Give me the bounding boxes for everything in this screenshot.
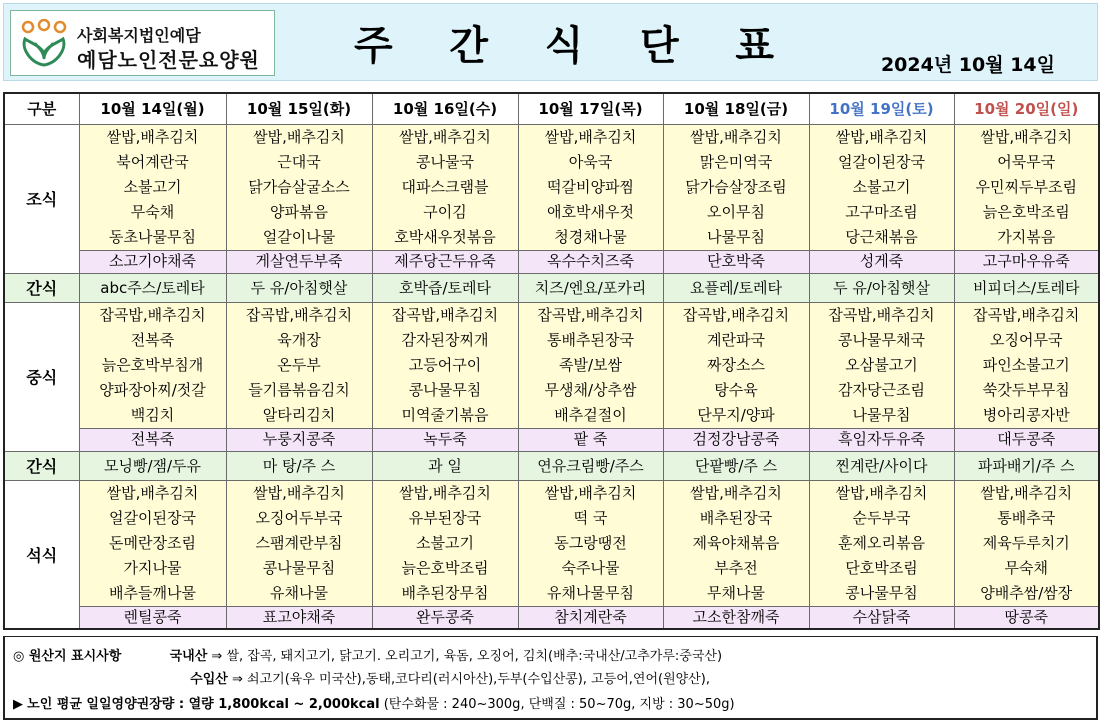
- leaf-heart-logo-icon: [17, 19, 71, 69]
- dish-item: 늙은호박조림: [401, 558, 489, 577]
- dish-item: 쌀밥,배추김치: [835, 483, 928, 502]
- dish-item: 쑥갓두부무침: [982, 380, 1070, 399]
- origin-import-line: [13, 668, 710, 687]
- dish-item: 쌀밥,배추김치: [106, 483, 199, 502]
- dish-item: 얼갈이나물: [262, 227, 336, 246]
- porridge-item: 렌틸콩죽: [79, 606, 226, 629]
- dish-item: 당근채볶음: [845, 227, 918, 246]
- dish-item: 유채나물무침: [547, 583, 634, 602]
- porridge-item: 참치계란죽: [518, 606, 663, 629]
- arrow-icon: ⇒: [231, 672, 243, 687]
- title-char: 단: [639, 23, 679, 69]
- day-header-row: [4, 93, 1099, 124]
- dish-item: 오징어무국: [990, 330, 1063, 349]
- porridge-item: 단호박죽: [663, 250, 809, 273]
- dish-item: 고등어구이: [408, 355, 482, 374]
- dish-item: 동초나물무침: [109, 227, 196, 246]
- dish-item: 가지나물: [123, 558, 182, 577]
- meal-cell: [518, 124, 663, 250]
- day-header: 10월 16일(수): [372, 93, 518, 124]
- porridge-item: 수삼닭죽: [809, 606, 954, 629]
- dish-item: 유채나물: [270, 583, 328, 602]
- dish-item: 오징어두부국: [255, 508, 343, 527]
- nutrition-label: 노인 평균 일일영양권장량 : 열량 1,800kcal ~ 2,000kcal: [27, 697, 380, 712]
- arrow-icon: ⇒: [211, 649, 223, 664]
- meal-label: 조식: [4, 124, 79, 273]
- dish-item: 백김치: [130, 405, 175, 424]
- dish-item: 쌀밥,배추김치: [544, 483, 637, 502]
- dish-item: 얼갈이된장국: [838, 152, 925, 171]
- dish-item: 애호박새우젓: [547, 202, 634, 221]
- snack-label: 간식: [4, 273, 79, 302]
- triangle-bullet-icon: ▶: [13, 697, 23, 712]
- dish-item: 잡곡밥,배추김치: [99, 305, 206, 324]
- meal-cell: [518, 480, 663, 606]
- meal-cell: [372, 302, 518, 428]
- dish-item: 미역줄기볶음: [401, 405, 489, 424]
- meal-cell: [226, 124, 372, 250]
- title-char: 표: [735, 23, 774, 69]
- meal-row: [4, 124, 1099, 250]
- dish-item: 단무지/양파: [697, 405, 775, 424]
- dish-item: 제육두루치기: [982, 533, 1070, 552]
- porridge-item: 옥수수치즈죽: [518, 250, 663, 273]
- meal-cell: [663, 480, 809, 606]
- meal-cell: [663, 302, 809, 428]
- dish-item: 잡곡밥,배추김치: [682, 305, 790, 324]
- dish-item: 근대국: [277, 152, 321, 171]
- meal-cell: [372, 480, 518, 606]
- dish-item: 쌀밥,배추김치: [253, 483, 345, 502]
- dish-item: 늙은호박조림: [982, 202, 1070, 221]
- dish-item: 콩나물무침: [408, 380, 482, 399]
- menu-body: [4, 124, 1099, 629]
- dish-item: 북어계란국: [116, 152, 189, 171]
- dish-item: 쌀밥,배추김치: [544, 127, 637, 146]
- dish-item: 배추들깨나물: [109, 583, 196, 602]
- import-items: 쇠고기(육우 미국산),동태,코다리(러시아산),두부(수입산콩), 고등어,연어(원양산),: [247, 672, 710, 687]
- dish-item: 가지볶음: [997, 227, 1056, 246]
- corner-label: 구분: [4, 93, 79, 124]
- title-char: 식: [544, 23, 584, 69]
- dish-item: 쌀밥,배추김치: [835, 127, 928, 146]
- snack-item: 요플레/토레타: [663, 273, 809, 302]
- day-header: 10월 14일(월): [79, 93, 226, 124]
- dish-item: 배추겉절이: [554, 405, 627, 424]
- snack-item: 호박즙/토레타: [372, 273, 518, 302]
- dish-item: 나물무침: [707, 227, 765, 246]
- snack-item: 두 유/아침햇살: [226, 273, 372, 302]
- dish-item: 감자당근조림: [838, 380, 925, 399]
- dish-item: 아욱국: [568, 152, 613, 171]
- dish-item: 소불고기: [416, 533, 474, 552]
- dish-item: 동그랑땡전: [554, 533, 627, 552]
- dish-item: 쌀밥,배추김치: [690, 127, 782, 146]
- dish-item: 고구마조림: [845, 202, 918, 221]
- weekly-menu-table: [3, 92, 1100, 630]
- dish-item: 유부된장국: [408, 508, 482, 527]
- dish-item: 들기름볶음김치: [248, 380, 350, 399]
- dish-item: 늙은호박부침개: [101, 355, 204, 374]
- meal-cell: [79, 480, 226, 606]
- meal-cell: [372, 124, 518, 250]
- nutrition-line: [13, 693, 735, 712]
- porridge-item: 검정강남콩죽: [663, 428, 809, 451]
- dish-item: 콩나물무침: [262, 558, 336, 577]
- dish-item: 대파스크램블: [401, 177, 489, 196]
- meal-cell: [954, 124, 1099, 250]
- snack-item: 비피더스/토레타: [954, 273, 1099, 302]
- dish-item: 잡곡밥,배추김치: [973, 305, 1080, 324]
- dish-item: 순두부국: [852, 508, 911, 527]
- dish-item: 잡곡밥,배추김치: [828, 305, 935, 324]
- day-header: 10월 15일(화): [226, 93, 372, 124]
- dish-item: 쌀밥,배추김치: [253, 127, 345, 146]
- meal-label: 석식: [4, 480, 79, 629]
- dish-item: 숙주나물: [561, 558, 620, 577]
- dish-item: 스팸계란부침: [255, 533, 343, 552]
- day-header: 10월 19일(토): [809, 93, 954, 124]
- dish-item: 떡 국: [573, 508, 608, 527]
- snack-item: 모닝빵/잼/두유: [79, 451, 226, 480]
- origin-title: ◎ 원산지 표시사항: [13, 649, 122, 664]
- dish-item: 훈제오리볶음: [838, 533, 925, 552]
- title-char: 간: [449, 23, 488, 69]
- dish-item: 무생채/상추쌈: [544, 380, 637, 399]
- dish-item: 우민찌두부조림: [975, 177, 1077, 196]
- dish-item: 구이김: [423, 202, 467, 221]
- dish-item: 쌀밥,배추김치: [399, 483, 491, 502]
- meal-label: 중식: [4, 302, 79, 451]
- dish-item: 부추전: [714, 558, 758, 577]
- day-header: 10월 18일(금): [663, 93, 809, 124]
- meal-cell: [954, 302, 1099, 428]
- org-name-line2: 예담노인전문요양원: [77, 48, 260, 72]
- footer-notes: [3, 636, 1098, 720]
- porridge-item: 팥 죽: [518, 428, 663, 451]
- porridge-item: 표고야채죽: [226, 606, 372, 629]
- porridge-item: 소고기야채죽: [79, 250, 226, 273]
- porridge-item: 흑임자두유죽: [809, 428, 954, 451]
- porridge-item: 전복죽: [79, 428, 226, 451]
- dish-item: 배추된장국: [699, 508, 773, 527]
- dish-item: 청경채나물: [554, 227, 627, 246]
- dish-item: 쌀밥,배추김치: [399, 127, 491, 146]
- dish-item: 콩나물무침: [845, 583, 918, 602]
- snack-item: 두 유/아침햇살: [809, 273, 954, 302]
- snack-item: 찐계란/사이다: [809, 451, 954, 480]
- meal-cell: [518, 302, 663, 428]
- snack-label: 간식: [4, 451, 79, 480]
- dish-item: 제육야채볶음: [692, 533, 780, 552]
- meal-cell: [809, 124, 954, 250]
- meal-row: [4, 480, 1099, 606]
- porridge-item: 땅콩죽: [954, 606, 1099, 629]
- dish-item: 짜장소스: [707, 355, 765, 374]
- dish-item: 콩나물무채국: [838, 330, 925, 349]
- meal-cell: [663, 124, 809, 250]
- dish-item: 떡갈비양파찜: [547, 177, 634, 196]
- dish-item: 소불고기: [123, 177, 182, 196]
- meal-cell: [79, 302, 226, 428]
- dish-item: 쌀밥,배추김치: [980, 483, 1073, 502]
- dish-item: 무숙채: [130, 202, 175, 221]
- dish-item: 쌀밥,배추김치: [106, 127, 199, 146]
- page-header: [3, 3, 1098, 81]
- dish-item: 닭가슴살장조림: [685, 177, 787, 196]
- dish-item: 단호박조림: [845, 558, 918, 577]
- meal-cell: [226, 302, 372, 428]
- dish-item: 잡곡밥,배추김치: [245, 305, 353, 324]
- dish-item: 계란파국: [707, 330, 765, 349]
- org-logo: [10, 10, 275, 76]
- snack-item: abc주스/토레타: [79, 273, 226, 302]
- dish-item: 얼갈이된장국: [109, 508, 196, 527]
- origin-domestic-line: [13, 645, 722, 664]
- porridge-row: [4, 250, 1099, 273]
- snack-item: 과 일: [372, 451, 518, 480]
- meal-cell: [809, 480, 954, 606]
- issue-date: 2024년 10월 14일: [880, 54, 1055, 76]
- porridge-item: 제주당근두유죽: [372, 250, 518, 273]
- dish-item: 알타리김치: [262, 405, 336, 424]
- dish-item: 육개장: [277, 330, 321, 349]
- dish-item: 감자된장찌개: [401, 330, 489, 349]
- domestic-label: 국내산: [169, 649, 208, 664]
- dish-item: 전복죽: [130, 330, 175, 349]
- snack-item: 연유크림빵/주스: [518, 451, 663, 480]
- dish-item: 병아리콩자반: [982, 405, 1070, 424]
- porridge-row: [4, 428, 1099, 451]
- title-char: 주: [354, 23, 393, 69]
- porridge-item: 대두콩죽: [954, 428, 1099, 451]
- dish-item: 나물무침: [852, 405, 911, 424]
- porridge-row: [4, 606, 1099, 629]
- dish-item: 쌀밥,배추김치: [980, 127, 1073, 146]
- dish-item: 통배추된장국: [547, 330, 634, 349]
- dish-item: 닭가슴살굴소스: [248, 177, 350, 196]
- dish-item: 콩나물국: [416, 152, 474, 171]
- day-header: 10월 17일(목): [518, 93, 663, 124]
- dish-item: 잡곡밥,배추김치: [391, 305, 499, 324]
- dish-item: 배추된장무침: [401, 583, 489, 602]
- snack-item: 파파배기/주 스: [954, 451, 1099, 480]
- day-header: 10월 20일(일): [954, 93, 1099, 124]
- dish-item: 오이무침: [707, 202, 765, 221]
- porridge-item: 완두콩죽: [372, 606, 518, 629]
- dish-item: 어묵무국: [997, 152, 1056, 171]
- meal-cell: [809, 302, 954, 428]
- dish-item: 무숙채: [1004, 558, 1048, 577]
- meal-cell: [79, 124, 226, 250]
- porridge-item: 성게죽: [809, 250, 954, 273]
- org-name-line1: 사회복지법인예담: [77, 26, 201, 45]
- nutrition-detail: (탄수화물 : 240~300g, 단백질 : 50~70g, 지방 : 30~50g): [383, 697, 735, 712]
- snack-item: 마 탕/주 스: [226, 451, 372, 480]
- porridge-item: 고구마우유죽: [954, 250, 1099, 273]
- dish-item: 무채나물: [707, 583, 765, 602]
- meal-row: [4, 302, 1099, 428]
- dish-item: 소불고기: [852, 177, 911, 196]
- dish-item: 양파볶음: [270, 202, 328, 221]
- page-title: [354, 14, 774, 71]
- dish-item: 오삼불고기: [845, 355, 918, 374]
- import-label: 수입산: [190, 672, 228, 687]
- dish-item: 파인소불고기: [982, 355, 1070, 374]
- dish-item: 족발/보쌈: [558, 355, 622, 374]
- dish-item: 맑은미역국: [699, 152, 773, 171]
- dish-item: 온두부: [277, 355, 321, 374]
- dish-item: 호박새우젓볶음: [394, 227, 496, 246]
- dish-item: 돈메란장조림: [109, 533, 196, 552]
- snack-item: 치즈/엔요/포카리: [518, 273, 663, 302]
- dish-item: 잡곡밥,배추김치: [537, 305, 644, 324]
- domestic-items: 쌀, 잡곡, 돼지고기, 닭고기. 오리고기, 육돔, 오징어, 김치(배추:국내산/고추가루:중국산): [226, 649, 723, 664]
- porridge-item: 게살연두부죽: [226, 250, 372, 273]
- snack-row: [4, 273, 1099, 302]
- dish-item: 쌀밥,배추김치: [690, 483, 782, 502]
- porridge-item: 녹두죽: [372, 428, 518, 451]
- meal-cell: [226, 480, 372, 606]
- dish-item: 통배추국: [997, 508, 1056, 527]
- dish-item: 양배추쌈/쌈장: [980, 583, 1073, 602]
- dish-item: 탕수육: [714, 380, 758, 399]
- dish-item: 양파장아찌/젓갈: [99, 380, 206, 399]
- meal-cell: [954, 480, 1099, 606]
- snack-item: 단팥빵/주 스: [663, 451, 809, 480]
- porridge-item: 누룽지콩죽: [226, 428, 372, 451]
- snack-row: [4, 451, 1099, 480]
- porridge-item: 고소한참깨죽: [663, 606, 809, 629]
